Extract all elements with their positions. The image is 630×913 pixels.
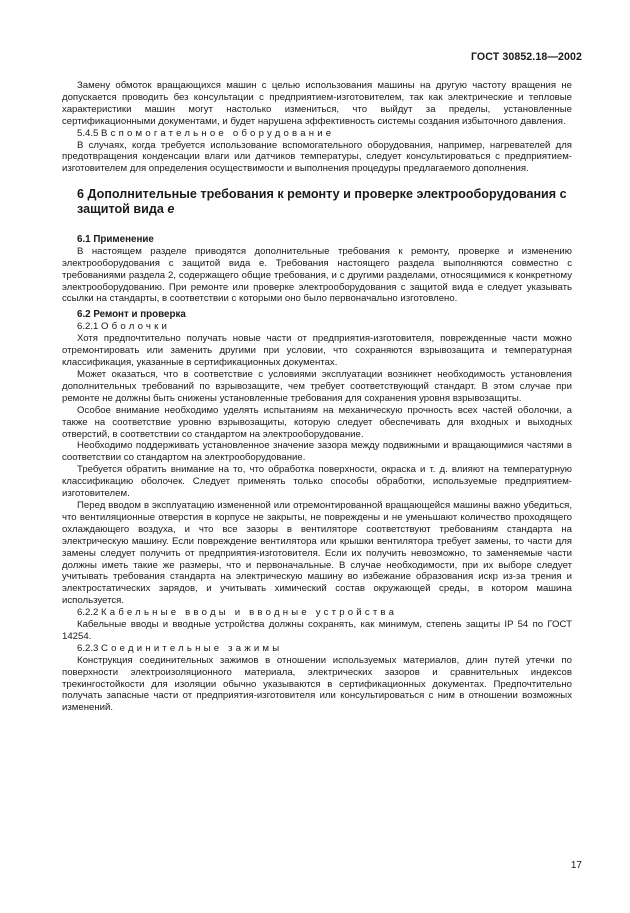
page-number: 17 [570,860,582,871]
clause-number: 6.2.1 [77,321,99,333]
section-6-title [77,187,572,217]
clause-title: Кабельные вводы и вводные устройства [101,607,398,619]
paragraph-6-2-1-a: Хотя предпочтительно получать новые части от предприятия-изготовителя, поврежденные части можно отремонтировать или заменить другими при условии, что сохраняются взрывозащита и температурная классификация, указанные в сертификационных документах. [62,333,572,369]
paragraph-rewinding: Замену обмоток вращающихся машин с целью использования машины на другую частоту вращения не допускается проводить без консультации с предприятием-изготовителем, так как электрические и тепловые характеристики машин могут настолько измениться, что выйдут за пределы, установленные сертификационными документами, и будет нарушена эффективность системы создания избыточного давления. [62,80,572,127]
section-6-2-title: 6.2 Ремонт и проверка [77,309,186,321]
clause-6-2-3-heading [62,643,572,655]
clause-number: 5.4.5 [77,127,99,139]
clause-number: 6.2.2 [77,607,99,619]
section-6-1-title: 6.1 Применение [77,233,154,245]
paragraph-6-2-1-e: Требуется обратить внимание на то, что обработка поверхности, окраска и т. д. влияют на температурную классификацию оболочек. Следует применять только способы обработки, используемые предприятием-изготовителем. [62,464,572,500]
standard-header: ГОСТ 30852.18—2002 [470,51,582,63]
paragraph-6-2-1-d: Необходимо поддерживать установленное значение зазора между подвижными и вращающимися частями в соответствии со стандартом на электрооборудование. [62,440,572,464]
paragraph-6-2-3: Конструкция соединительных зажимов в отношении используемых материалов, длин путей утечки по поверхности электроизоляционного материала, электрических зазоров и сравнительных индексов трекингостойкости для изоляции обычно указываются в сертификационных документах. Предпочтительно получать запасные части от предприятия-изготовителя или консультироваться с ним в отношении возможных изменений. [62,654,572,714]
paragraph-6-2-2: Кабельные вводы и вводные устройства должны сохранять, как минимум, степень защиты IP 54 по ГОСТ 14254. [62,619,572,642]
paragraph-6-2-1-c: Особое внимание необходимо уделять испытаниям на механическую прочность всех частей оболочки, а также на соответствие уровню взрывозащиты, которую следует обеспечивать для входных и выходных отверстий, в соответствии со стандартом на электрооборудование. [62,404,572,440]
paragraph-5-4-5: В случаях, когда требуется использование вспомогательного оборудования, например, нагревателей для предотвращения конденсации влаги или датчиков температуры, следует консультироваться с предприятием-изготовителем для определения осуществимости и выполнения процедуры предлагаемого дополнения. [62,139,572,175]
clause-6-2-2-heading [62,607,572,619]
clause-title: Вспомогательное оборудование [101,127,335,139]
paragraph-6-1: В настоящем разделе приводятся дополнительные требования к ремонту, проверке и изменению электрооборудования с защитой вида е. Требования настоящего раздела выполняются совместно с требованиями раздела 2, содержащего общие требования, и с другими разделами, относящимися к конкретному электрооборудованию. При ремонте или проверке электрооборудования с защитой вида е следует указывать ссылки на стандарты, в соответствии с которыми оно было первоначально изготовлено. [62,245,572,305]
clause-title: Соединительные зажимы [101,642,283,654]
clause-5-4-5-heading [62,128,572,140]
clause-title: Оболочки [101,321,171,333]
section-6-title-text: 6 Дополнительные требования к ремонту и проверке электрооборудования с защитой вида [77,187,567,217]
page-content [62,80,572,714]
paragraph-6-2-1-b: Может оказаться, что в соответствие с условиями эксплуатации возникнет необходимость установления дополнительных требований по взрывозащите, чем требует соответствующий стандарт. В этом случае при ремонте не должны быть снижены установленные требования для сохранения уровня взрывозащиты. [62,369,572,404]
section-6-title-em: е [167,202,175,217]
clause-6-2-1-heading [62,321,572,333]
paragraph-6-2-1-f: Перед вводом в эксплуатацию измененной или отремонтированной вращающейся машины важно убедиться, что вентиляционные отверстия в корпусе не закрыты, не повреждены и не уменьшают количество проходящего охлаждающего воздуха, и что все зазоры в вентиляторе соответствуют требованиям стандарта на электрическую машину. Если повреждение вентилятора или крышки вентилятора требует замены, то части для замены следует получить от предприятия-изготовителя. Если их получить невозможно, то заменяемые части должны иметь такие же размеры, что и первоначальные. В случае необходимости, при их выборе следует учитывать требования стандарта на электрическую машину во избежание образования искр из-за трения и электростатических зарядов, и учитывать химический состав окружающей среды, в котором машина используется. [62,499,572,607]
clause-number: 6.2.3 [77,642,99,654]
